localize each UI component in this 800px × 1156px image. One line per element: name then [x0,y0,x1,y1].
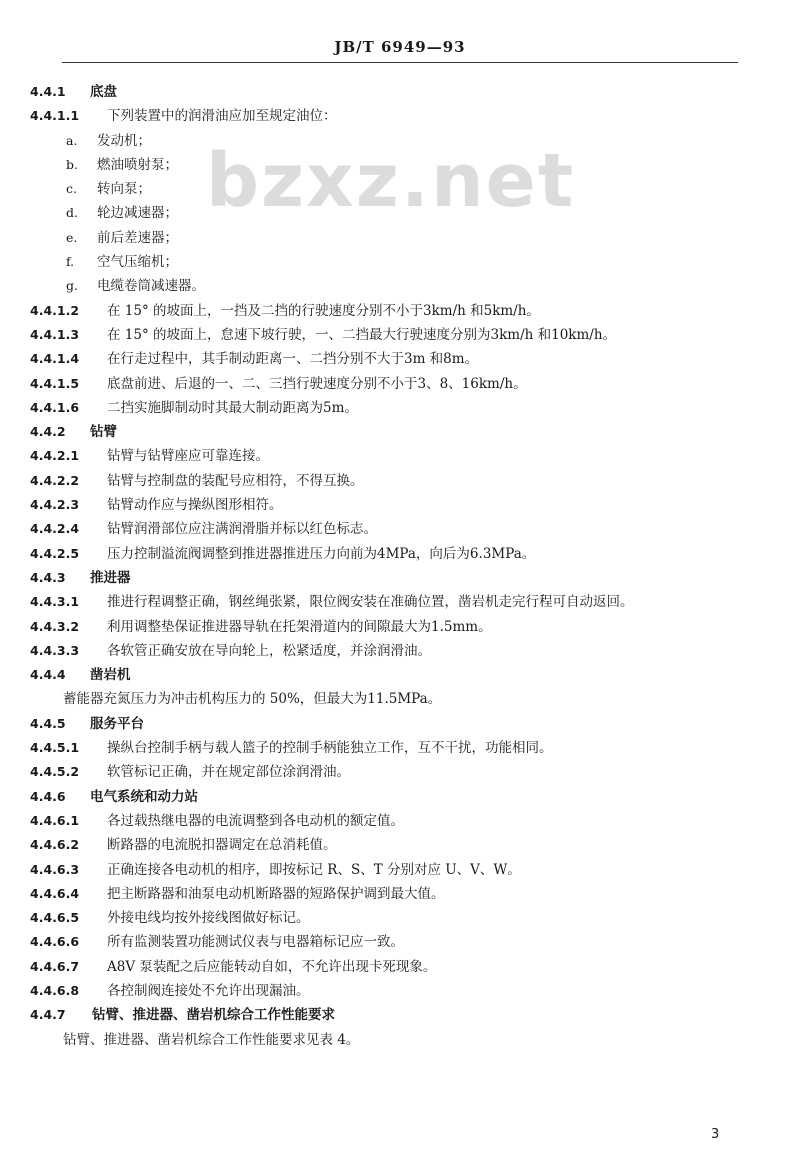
standard-code-header: JB/T 6949—93 [334,38,466,56]
paragraph [0,687,800,711]
section-title: 凿岩机 [90,667,131,684]
clause-number: 4.4.2.4 [30,521,80,537]
list-item-letter: c. [66,181,77,197]
section-number: 4.4.2 [30,424,66,440]
clause-number: 4.4.1.2 [30,302,80,318]
list-item [0,177,800,201]
list-item-text: 轮边减速器； [97,205,178,222]
clause-number: 4.4.1.4 [30,351,80,367]
document-body [0,80,800,1052]
section-number: 4.4.6 [30,788,66,804]
clause-text: 下列装置中的润滑油应加至规定油位： [107,108,337,125]
clause-number: 4.4.6.5 [30,910,80,926]
clause [0,736,800,760]
clause-text: 外接电线均按外接线图做好标记。 [107,910,310,927]
section-title: 底盘 [90,84,117,100]
clause-number: 4.4.6.1 [30,812,80,828]
clause-number: 4.4.6.3 [30,861,80,877]
clause-number: 4.4.1.3 [30,326,80,342]
clause [0,396,800,420]
clause [0,347,800,371]
list-item-text: 前后差速器； [97,229,178,246]
clause [0,104,800,128]
clause [0,930,800,954]
list-item-letter: b. [66,156,78,172]
list-item [0,226,800,250]
clause-text: 利用调整垫保证推进器导轨在托架滑道内的间隙最大为1.5mm。 [107,618,492,635]
clause-number: 4.4.1.6 [30,399,80,415]
clause [0,372,800,396]
clause-number: 4.4.3.2 [30,618,80,634]
section-heading [0,566,800,590]
list-item-text: 空气压缩机； [97,254,178,271]
clause-text: 各控制阀连接处不允许出现漏油。 [107,982,310,999]
clause [0,469,800,493]
section-title: 钻臂 [90,424,117,441]
clause-text: 在 15° 的坡面上，一挡及二挡的行驶速度分别不小于3km/h 和5km/h。 [107,302,540,319]
section-number: 4.4.4 [30,667,66,683]
clause-text: 各软管正确安放在导向轮上，松紧适度，并涂润滑油。 [107,642,431,659]
section-number: 4.4.3 [30,569,66,585]
clause-number: 4.4.6.2 [30,837,80,853]
clause-text: 把主断路器和油泵电动机断路器的短路保护调到最大值。 [107,885,445,902]
section-heading [0,80,800,104]
clause-text: 底盘前进、后退的一、二、三挡行驶速度分别不小于3、8、16km/h。 [107,375,527,392]
list-item [0,129,800,153]
list-item [0,274,800,298]
section-number: 4.4.1 [30,84,66,99]
clause-number: 4.4.6.4 [30,885,80,901]
section-heading [0,712,800,736]
clause-number: 4.4.2.5 [30,545,80,561]
clause-text: 钻臂与钻臂座应可靠连接。 [107,448,269,465]
list-item-letter: e. [66,229,78,245]
clause [0,809,800,833]
list-item-text: 发动机； [97,132,151,149]
clause [0,493,800,517]
section-number: 4.4.7 [30,1007,66,1023]
section-title: 推进器 [90,569,131,586]
list-item-text: 电缆卷筒减速器。 [97,278,205,295]
clause-number: 4.4.5.2 [30,764,80,780]
clause-text: 二挡实施脚制动时其最大制动距离为5m。 [107,399,358,416]
clause-number: 4.4.2.2 [30,472,80,488]
clause-text: 各过载热继电器的电流调整到各电动机的额定值。 [107,812,404,829]
list-item-text: 转向泵； [97,181,151,198]
clause [0,955,800,979]
clause-text: 推进行程调整正确，钢丝绳张紧，限位阀安装在准确位置，凿岩机走完行程可自动返回。 [107,594,634,611]
list-item [0,201,800,225]
section-number: 4.4.5 [30,715,66,731]
clause [0,299,800,323]
clause-text: 所有监测装置功能测试仪表与电器箱标记应一致。 [107,934,404,951]
clause-text: 钻臂动作应与操纵图形相符。 [107,497,283,514]
paragraph-text: 钻臂、推进器、凿岩机综合工作性能要求见表 4。 [63,1031,360,1048]
clause-text: 钻臂与控制盘的装配号应相符，不得互换。 [107,472,364,489]
section-heading [0,1003,800,1027]
clause-number: 4.4.5.1 [30,740,80,756]
clause-number: 4.4.2.1 [30,448,80,464]
clause [0,615,800,639]
clause-text: A8V 泵装配之后应能转动自如，不允许出现卡死现象。 [107,958,437,975]
clause [0,760,800,784]
clause [0,979,800,1003]
clause [0,906,800,930]
clause-text: 断路器的电流脱扣器调定在总消耗值。 [107,837,337,854]
list-item [0,153,800,177]
list-item [0,250,800,274]
clause [0,444,800,468]
clause-text: 操纵台控制手柄与载人篮子的控制手柄能独立工作，互不干扰，功能相同。 [107,740,553,757]
clause [0,590,800,614]
clause [0,882,800,906]
list-item-text: 燃油喷射泵； [97,156,178,173]
clause-text: 钻臂润滑部位应注满润滑脂并标以红色标志。 [107,521,377,538]
clause-number: 4.4.6.6 [30,934,80,950]
clause-number: 4.4.2.3 [30,497,80,513]
clause-number: 4.4.1.5 [30,375,80,391]
list-item-letter: a. [66,132,78,148]
section-title: 电气系统和动力站 [90,788,198,805]
section-heading [0,663,800,687]
page-number: 3 [711,1127,720,1142]
clause-number: 4.4.3.3 [30,642,80,658]
clause-number: 4.4.1.1 [30,108,80,124]
watermark: bzxz.net [206,138,576,224]
clause-text: 在 15° 的坡面上，怠速下坡行驶，一、二挡最大行驶速度分别为3km/h 和10km/h。 [107,326,617,343]
clause-text: 在行走过程中，其手制动距离一、二挡分别不大于3m 和8m。 [107,351,479,368]
clause-number: 4.4.3.1 [30,594,80,610]
section-title: 服务平台 [90,715,144,732]
clause-text: 正确连接各电动机的相序，即按标记 R、S、T 分别对应 U、V、W。 [107,861,521,878]
clause [0,517,800,541]
clause [0,542,800,566]
section-title: 钻臂、推进器、凿岩机综合工作性能要求 [92,1007,335,1024]
paragraph [0,1028,800,1052]
list-item-letter: g. [66,278,78,294]
clause [0,639,800,663]
clause-text: 压力控制溢流阀调整到推进器推进压力向前为4MPa，向后为6.3MPa。 [107,545,536,562]
list-item-letter: d. [66,205,78,221]
clause-text: 软管标记正确，并在规定部位涂润滑油。 [107,764,350,781]
clause-number: 4.4.6.7 [30,958,80,974]
header-rule [62,62,738,63]
section-heading [0,785,800,809]
list-item-letter: f. [66,254,75,270]
section-heading [0,420,800,444]
clause [0,323,800,347]
clause [0,833,800,857]
paragraph-text: 蓄能器充氮压力为冲击机构压力的 50%，但最大为11.5MPa。 [63,691,442,708]
clause [0,858,800,882]
clause-number: 4.4.6.8 [30,982,80,998]
